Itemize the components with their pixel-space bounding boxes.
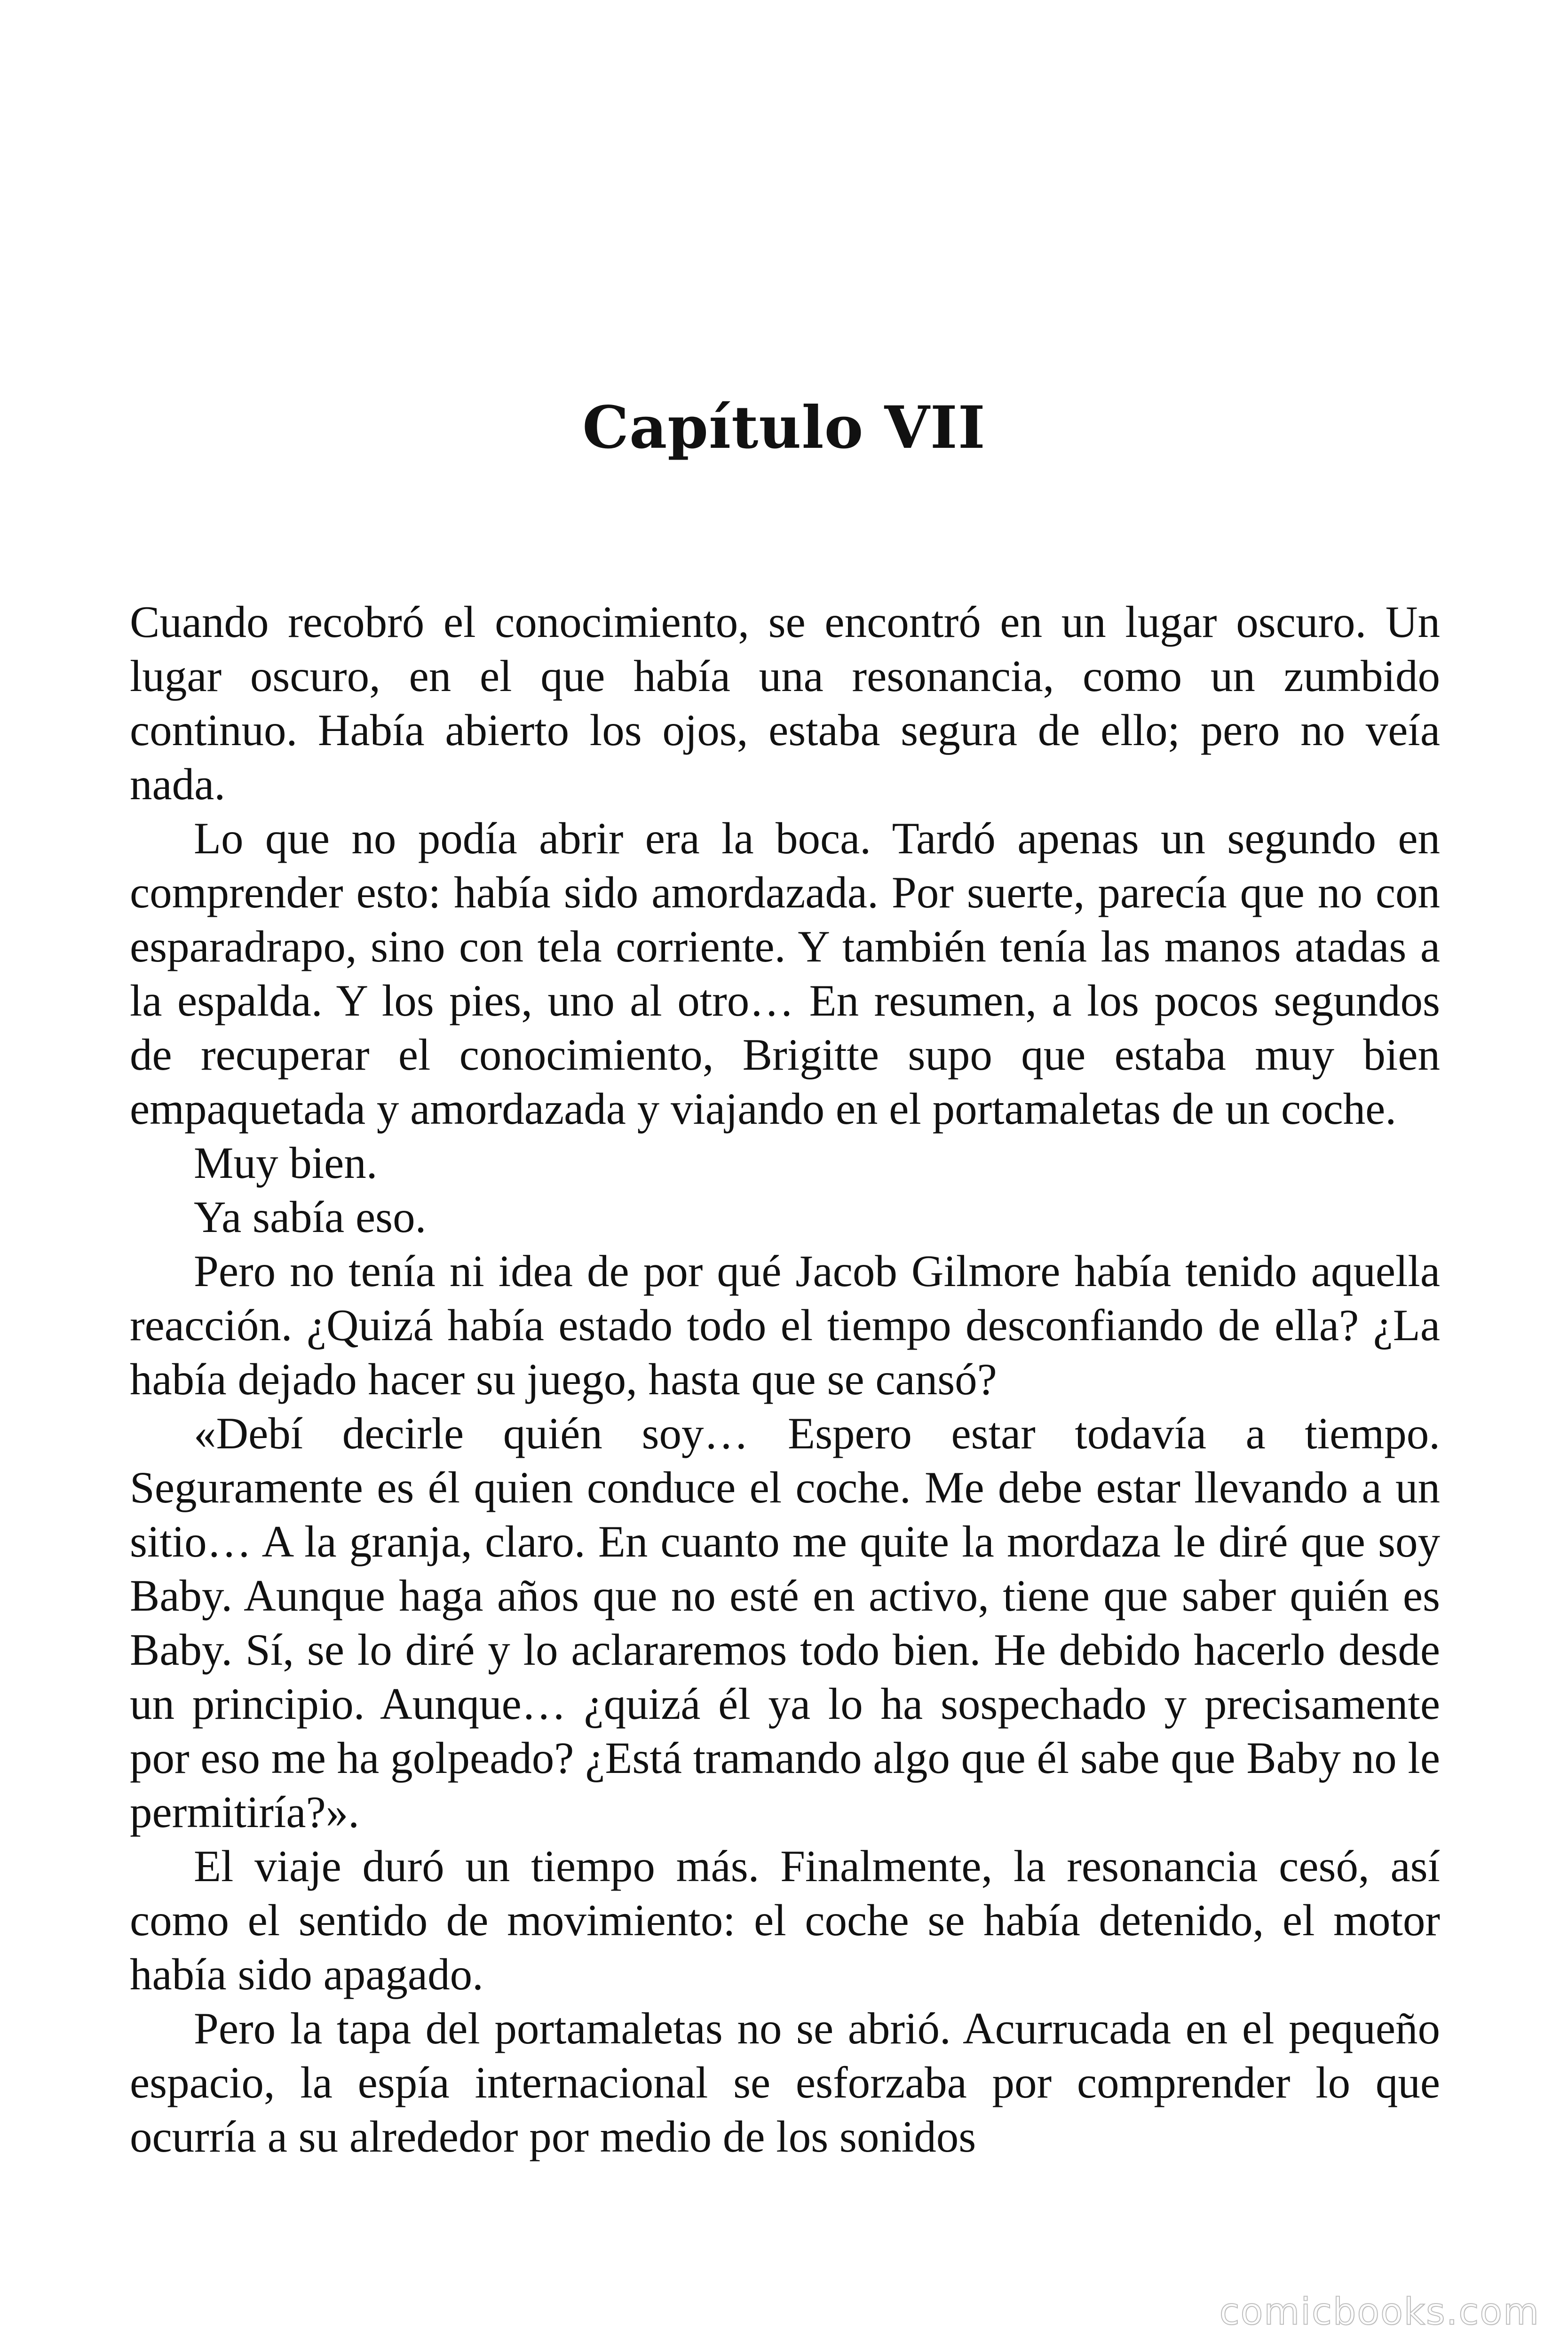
paragraph: «Debí decirle quién soy… Espero estar todavía a tiempo. Seguramente es él quien conduce el coche. Me debe estar llevando a un sitio… A la granja, claro. En cuanto me quite la mordaza le diré que soy Baby. Aunque haga años que no esté en activo, tiene que saber quién es Baby. Sí, se lo diré y lo aclararemos todo bien. He debido hacerlo desde un principio. Aunque… ¿quizá él ya lo ha sospechado y precisamente por eso me ha golpeado? ¿Está tramando algo que él sabe que Baby no le permitiría?». <box>130 1408 1440 1837</box>
chapter-title: Capítulo VII <box>582 394 986 462</box>
paragraph: El viaje duró un tiempo más. Finalmente, la resonancia cesó, así como el sentido de movimiento: el coche se había detenido, el motor había sido apagado. <box>130 1841 1440 1999</box>
paragraph: Lo que no podía abrir era la boca. Tardó apenas un segundo en comprender esto: había sido amordazada. Por suerte, parecía que no con esparadrapo, sino con tela corriente. Y también tenía las manos atadas a la espalda. Y los pies, uno al otro… En resumen, a los pocos segundos de recuperar el conocimiento, Brigitte supo que estaba muy bien empaquetada y amordazada y viajando en el portamaletas de un coche. <box>130 813 1440 1134</box>
body-text <box>130 595 1440 2164</box>
paragraph: Muy bien. <box>194 1138 378 1188</box>
paragraph: Ya sabía eso. <box>194 1192 427 1242</box>
paragraph: Pero la tapa del portamaletas no se abrió. Acurrucada en el pequeño espacio, la espía internacional se esforzaba por comprender lo que ocurría a su alrededor por medio de los sonidos <box>130 2003 1440 2161</box>
paragraph: Pero no tenía ni idea de por qué Jacob Gilmore había tenido aquella reacción. ¿Quizá había estado todo el tiempo desconfiando de ella? ¿La había dejado hacer su juego, hasta que se cansó? <box>130 1246 1440 1404</box>
paragraph: Cuando recobró el conocimiento, se encontró en un lugar oscuro. Un lugar oscuro, en el que había una resonancia, como un zumbido continuo. Había abierto los ojos, estaba segura de ello; pero no veía nada. <box>130 597 1440 809</box>
watermark: comicbooks.com <box>1219 2291 1540 2333</box>
